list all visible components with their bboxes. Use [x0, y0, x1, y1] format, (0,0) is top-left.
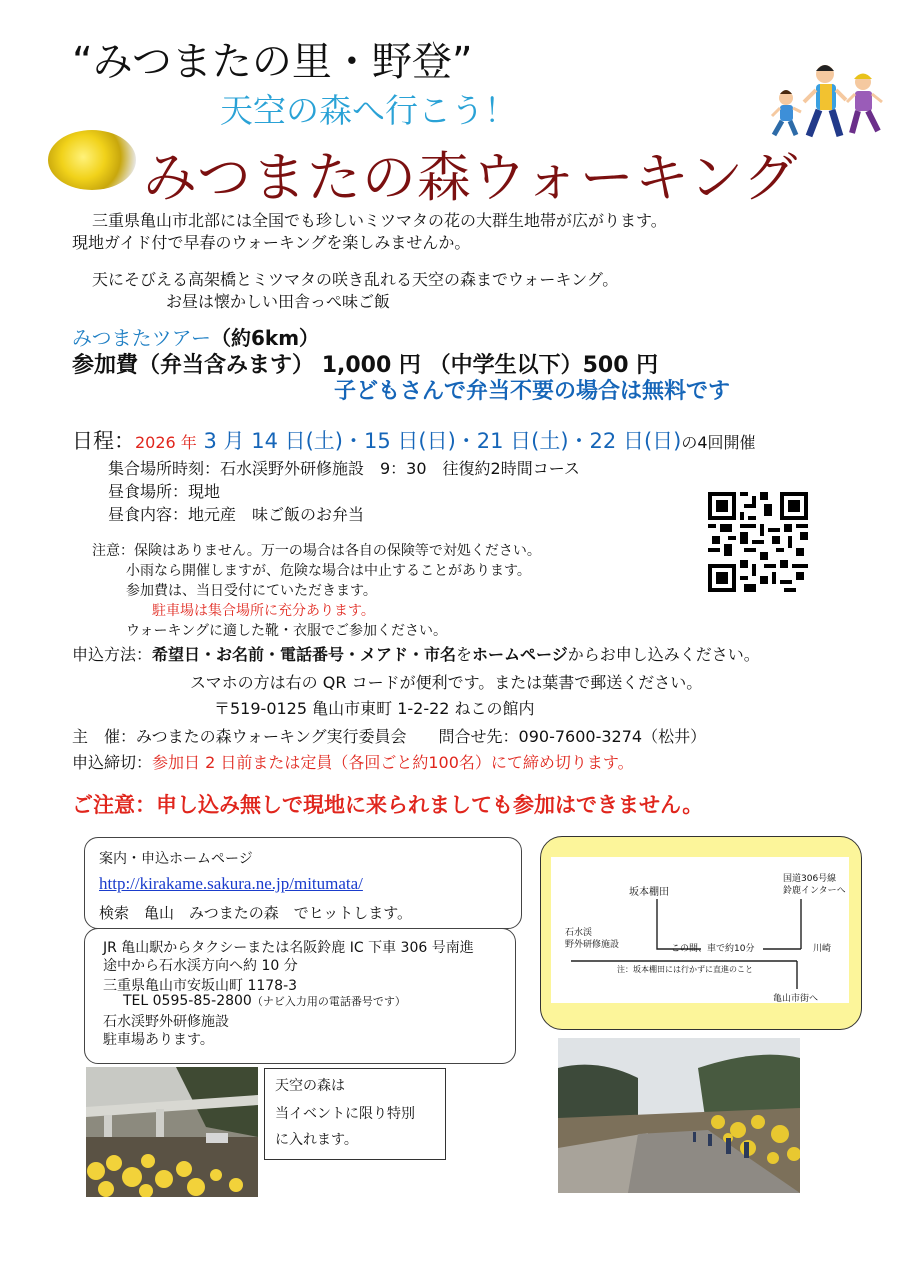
- schedule-year: 2026 年: [135, 433, 197, 452]
- schedule-dates: 3 月 14 日(土)・15 日(日)・21 日(土)・22 日(日): [203, 429, 682, 453]
- schedule-times: の4回開催: [681, 433, 756, 452]
- meeting-info: 集合場所時刻：石水渓野外研修施設 9：30 往復約2時間コース: [108, 459, 580, 478]
- access-line-6: 駐車場あります。: [103, 1032, 214, 1048]
- schedule-line: [72, 425, 756, 455]
- tour-name: みつまたツアー: [72, 326, 211, 350]
- apply-method-end: からお申し込みください。: [567, 645, 760, 664]
- map-label-sekisui: [565, 927, 619, 951]
- viaduct-photo: [86, 1067, 258, 1197]
- map-label-route306: [783, 873, 846, 897]
- main-title: みつまたの森ウォーキング: [143, 146, 799, 209]
- mitsumata-flower-image: [48, 130, 136, 190]
- organizer-line: 主 催：みつまたの森ウォーキング実行委員会 問合せ先：090-7600-3274（松井）: [72, 727, 707, 746]
- access-line-4: [123, 993, 406, 1009]
- map-sekisui-line2: 野外研修施設: [565, 940, 620, 950]
- access-line-1: JR 亀山駅からタクシーまたは名阪鈴鹿 IC 下車 306 号南進: [103, 940, 474, 956]
- forest-note-line-2: 当イベントに限り特別: [275, 1106, 415, 1122]
- apply-method: [72, 642, 760, 665]
- walking-trail-photo: [558, 1038, 800, 1193]
- deadline-text: 参加日 2 日前または定員（各回ごと約100名）にて締め切ります。: [152, 753, 634, 772]
- note-2: 小雨なら開催しますが、危険な場合は中止することがあります。: [126, 563, 531, 579]
- note-5: ウォーキングに適した靴・衣服でご参加ください。: [126, 623, 448, 639]
- map-label-kawasaki: 川崎: [813, 944, 832, 954]
- map-route306-line2: 鈴鹿インターへ: [783, 886, 846, 896]
- access-box: [84, 928, 516, 1064]
- intro-line-3: 天にそびえる高架橋とミツマタの咲き乱れる天空の森までウォーキング。: [92, 270, 619, 289]
- access-line-5: 石水渓野外研修施設: [103, 1014, 229, 1030]
- homepage-link[interactable]: http://kirakame.sakura.ne.jp/mitumata/: [99, 874, 363, 893]
- title-line-1: “みつまたの里・野登”: [72, 39, 473, 85]
- homepage-label: 案内・申込ホームページ: [99, 851, 253, 867]
- apply-method-items: 希望日・お名前・電話番号・メアド・市名: [152, 645, 457, 664]
- note-1: 注意：保険はありません。万一の場合は各自の保険等で対処ください。: [92, 543, 541, 559]
- apply-method-home: ホームページ: [472, 645, 568, 664]
- deadline-line: [72, 750, 634, 773]
- forest-note-line-3: に入れます。: [275, 1132, 358, 1148]
- warning-line: ご注意：申し込み無しで現地に来られましても参加はできません。: [72, 793, 704, 817]
- map-sekisui-line1: 石水渓: [565, 928, 593, 938]
- schedule-label: 日程：: [72, 429, 135, 453]
- access-tel: TEL 0595-85-2800: [123, 993, 252, 1009]
- deadline-label: 申込締切：: [72, 753, 153, 772]
- walking-kids-illustration: [768, 60, 886, 148]
- map-label-note: 注：坂本棚田には行かずに直進のこと: [617, 965, 753, 974]
- free-note: 子どもさんで弁当不要の場合は無料です: [334, 379, 731, 404]
- map-label-sakamoto: 坂本棚田: [629, 887, 669, 898]
- qr-code[interactable]: [708, 492, 808, 592]
- access-line-3: 三重県亀山市安坂山町 1178-3: [103, 978, 298, 994]
- fee-label: 参加費（弁当含みます）: [72, 353, 315, 378]
- homepage-box: [84, 837, 522, 929]
- intro-line-4: お昼は懐かしい田舎っぺ味ご飯: [166, 292, 391, 311]
- tour-distance: （約6km）: [211, 326, 320, 350]
- note-4: 駐車場は集合場所に充分あります。: [152, 603, 375, 619]
- forest-note-box: [264, 1068, 446, 1160]
- map-label-kameyama: 亀山市街へ: [773, 994, 819, 1004]
- apply-method-mid: を: [456, 645, 473, 664]
- intro-line-1: 三重県亀山市北部には全国でも珍しいミツマタの花の大群生地帯が広がります。: [92, 211, 667, 230]
- lunch-place: 昼食場所：現地: [108, 482, 221, 501]
- access-map: [540, 836, 862, 1030]
- access-line-2: 途中から石水渓方向へ約 10 分: [103, 958, 298, 974]
- access-tel-note: （ナビ入力用の電話番号です）: [251, 995, 406, 1008]
- lunch-content: 昼食内容：地元産 味ご飯のお弁当: [108, 505, 365, 524]
- intro-line-2: 現地ガイド付で早春のウォーキングを楽しみませんか。: [72, 233, 471, 252]
- forest-note-line-1: 天空の森は: [275, 1078, 345, 1094]
- title-line-2: 天空の森へ行こう！: [220, 91, 517, 130]
- qr-line: スマホの方は右の QR コードが便利です。または葉書で郵送ください。: [190, 673, 703, 692]
- map-canvas: [551, 857, 849, 1003]
- note-3: 参加費は、当日受付にていただきます。: [126, 583, 377, 599]
- apply-method-label: 申込方法：: [72, 645, 153, 664]
- search-hint: 検索 亀山 みつまたの森 でヒットします。: [99, 904, 413, 922]
- map-label-drive: この間、車で約10分: [671, 944, 755, 954]
- postal-address: 〒519-0125 亀山市東町 1-2-22 ねこの館内: [214, 699, 535, 718]
- tour-heading: [72, 322, 319, 351]
- map-route306-line1: 国道306号線: [783, 874, 837, 884]
- fee-value: 1,000 円 （中学生以下）500 円: [321, 353, 659, 378]
